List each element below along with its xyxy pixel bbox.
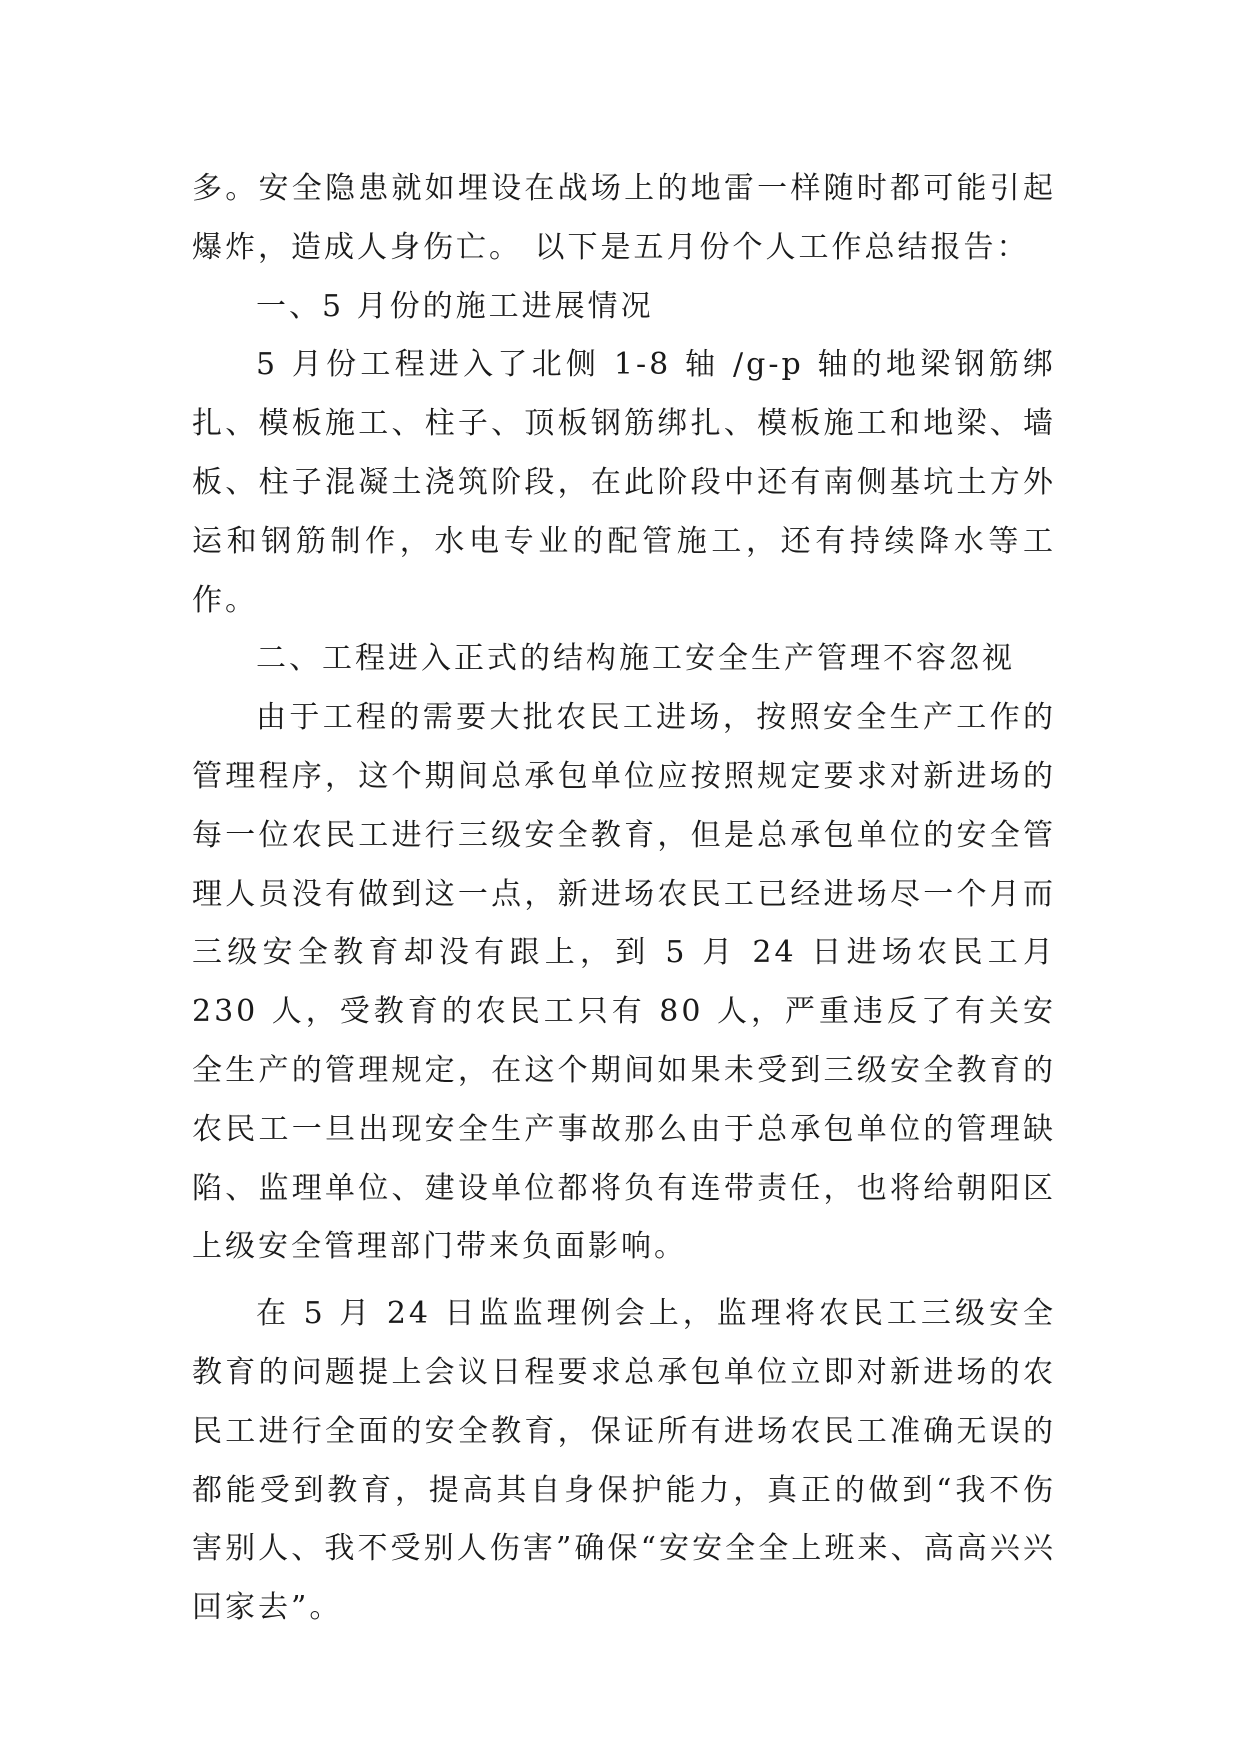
paragraph-continued: 多。安全隐患就如埋设在战场上的地雷一样随时都可能引起爆炸，造成人身伤亡。 以下是五月份个人工作总结报告： [192, 171, 1056, 265]
paragraph-progress: 5 月份工程进入了北侧 1-8 轴 /g-p 轴的地梁钢筋绑扎、模板施工、柱子、顶板钢筋绑扎、模板施工和地梁、墙板、柱子混凝土浇筑阶段，在此阶段中还有南侧基坑土方外运和钢筋制作，水电专业的配管施工，还有持续降水等工作。 [192, 347, 1056, 618]
section-heading-progress: 一、5 月份的施工进展情况 [256, 288, 654, 324]
paragraph-safety-issue: 由于工程的需要大批农民工进场，按照安全生产工作的管理程序，这个期间总承包单位应按照规定要求对新进场的每一位农民工进行三级安全教育，但是总承包单位的安全管理人员没有做到这一点，新进场农民工已经进场尽一个月而三级安全教育却没有跟上，到 5 月 24 日进场农民工月 230 人，受教育的农民工只有 80 人，严重违反了有关安全生产的管理规定，在这个期间如果未受到三级安全教育的农民工一旦出现安全生产事故那么由于总承包单位的管理缺陷、监理单位、建设单位都将负有连带责任，也将给朝阳区上级安全管理部门带来负面影响。 [192, 700, 1056, 1265]
document-body [192, 160, 1056, 1638]
paragraph-spacer [192, 1277, 1056, 1285]
section-heading-safety: 二、工程进入正式的结构施工安全生产管理不容忽视 [256, 641, 1015, 677]
paragraph-meeting: 在 5 月 24 日监监理例会上，监理将农民工三级安全教育的问题提上会议日程要求总承包单位立即对新进场的农民工进行全面的安全教育，保证所有进场农民工准确无误的都能受到教育，提高其自身保护能力，真正的做到“我不伤害别人、我不受别人伤害”确保“安安全全上班来、高高兴兴回家去”。 [192, 1296, 1056, 1626]
